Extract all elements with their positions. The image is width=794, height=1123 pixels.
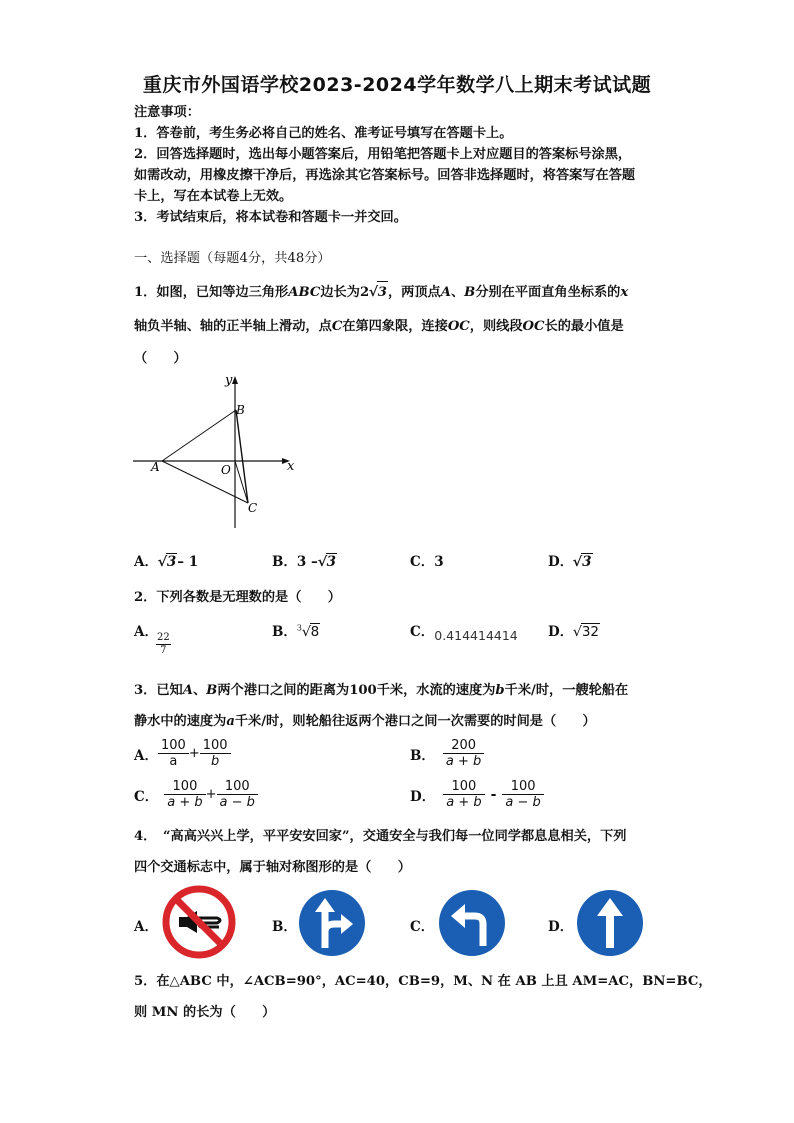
section-heading: 一、选择题（每题4分，共48分）: [134, 251, 331, 266]
q3-var: b: [495, 683, 505, 698]
fraction-numerator: 100: [202, 738, 228, 753]
q1-option-d[interactable]: D．√3: [548, 554, 592, 570]
q3-var: B: [206, 683, 218, 698]
fraction-denominator: a − b: [502, 794, 543, 810]
fraction-denominator: a − b: [217, 794, 258, 810]
q3-option-d[interactable]: [410, 779, 544, 810]
fraction-denominator: a + b: [164, 794, 205, 810]
option-value: – 1: [177, 554, 199, 570]
label-C: C: [248, 501, 258, 515]
q1-var: A: [440, 285, 451, 300]
fraction: [217, 779, 258, 810]
q3-text: 3．已知: [134, 683, 183, 698]
q2-fraction: [156, 632, 171, 657]
q1-text: 分别在平面直角坐标系的: [475, 285, 621, 300]
option-label: A．: [134, 554, 158, 570]
operator: +: [188, 746, 200, 761]
notes-item: 如需改动，用橡皮擦干净后，再选涂其它答案标号。回答非选择题时，将答案写在答题: [134, 168, 636, 183]
option-label: C．: [410, 624, 435, 640]
q1-var: x: [620, 285, 629, 300]
q4-option-d-label[interactable]: D．: [548, 919, 574, 935]
side-BC: [236, 410, 248, 503]
q1-var: OC: [447, 319, 470, 334]
q1-var: OC: [522, 319, 545, 334]
q1-text: 边长为: [320, 285, 360, 300]
operator: -: [490, 786, 497, 803]
fraction: [200, 738, 231, 769]
straight-ahead-sign-icon: [575, 888, 645, 958]
fraction-denominator: a + b: [443, 794, 484, 810]
q3-text: 、: [192, 683, 207, 698]
fraction-numerator: 100: [224, 779, 250, 794]
option-radicand: 3: [582, 554, 592, 570]
option-label: C．: [134, 788, 159, 805]
turn-left-sign-icon: [437, 888, 507, 958]
q3-line2: [134, 711, 596, 732]
label-A: A: [151, 460, 160, 474]
q1-radicand: 3: [377, 281, 388, 303]
q1-paren: （ ）: [134, 351, 187, 366]
option-value: 0.414414414: [434, 628, 518, 643]
q1-line1: 1．如图，已知等边三角形ABC边长为2√3，两顶点A、B分别在平面直角坐标系的x: [134, 281, 628, 303]
label-x: x: [287, 459, 295, 474]
notes-heading: 注意事项：: [134, 105, 200, 120]
fraction: [443, 738, 484, 769]
fraction-numerator: 100: [160, 738, 186, 753]
option-label: B．: [410, 747, 435, 764]
q1-option-a[interactable]: A．√3– 1: [134, 554, 199, 570]
option-radicand: 3: [326, 554, 337, 570]
notes-item: 卡上，写在本试卷上无效。: [134, 189, 293, 204]
fraction: [164, 779, 205, 810]
fraction-numerator: 100: [510, 779, 536, 794]
q1-text: 、: [450, 285, 465, 300]
q4-line1: 4． “高高兴兴上学，平平安安回家”，交通安全与我们每一位同学都息息相关，下列: [134, 829, 627, 844]
q1-option-b[interactable]: B．3 –√3: [272, 554, 337, 570]
q5-line2: 则 MN 的长为（ ）: [134, 1005, 276, 1020]
fraction-denominator: 7: [160, 645, 167, 656]
q2-stem: 2．下列各数是无理数的是（ ）: [134, 590, 341, 605]
fraction: [502, 779, 543, 810]
fraction: [443, 779, 484, 810]
q4-option-b-label[interactable]: B．: [272, 919, 297, 935]
q1-var: B: [464, 285, 476, 300]
option-radicand: 8: [310, 624, 320, 640]
q3-option-c[interactable]: [134, 779, 258, 810]
q1-text: 在第四象限，连接: [342, 319, 448, 334]
q1-text: 轴负半轴、轴的正半轴上滑动，点: [134, 319, 332, 334]
page-title: 重庆市外国语学校2023-2024学年数学八上期末考试试题: [142, 74, 652, 96]
q1-text: 长的最小值是: [544, 319, 624, 334]
fraction: [158, 738, 189, 769]
fraction-numerator: 100: [451, 779, 477, 794]
y-axis-arrow-icon: [232, 376, 238, 384]
q2-option-c[interactable]: [410, 620, 518, 643]
option-label: D．: [548, 624, 574, 640]
side-AB: [162, 410, 236, 461]
fraction-denominator: a: [158, 753, 189, 769]
label-y: y: [225, 373, 233, 388]
q3-num: 100: [349, 683, 377, 698]
fraction-denominator: a + b: [443, 753, 484, 769]
notes-item: 1．答卷前，考生务必将自己的姓名、准考证号填写在答题卡上。: [134, 126, 513, 141]
label-O: O: [221, 463, 231, 477]
q3-text: 千米，水流的速度为: [376, 683, 496, 698]
operator: +: [205, 787, 217, 802]
q1-option-c[interactable]: [410, 550, 444, 570]
fraction-numerator: 200: [451, 738, 477, 753]
q4-option-a-label[interactable]: A．: [134, 919, 158, 935]
q3-text: 千米/时，则轮船往返两个港口之间一次需要的时间是（ ）: [234, 714, 596, 729]
option-label: A．: [134, 747, 158, 764]
straight-or-right-sign-icon: [297, 888, 367, 958]
q5-line1: 5．在△ABC 中，∠ACB=90°，AC=40，CB=9，M、N 在 AB 上且 AM=AC，BN=BC，: [134, 974, 712, 989]
option-label: D．: [410, 788, 436, 805]
fraction-numerator: 22: [157, 632, 170, 643]
q3-text: 两个港口之间的距离为: [217, 683, 350, 698]
q1-text: ，则线段: [469, 319, 523, 334]
option-label: C．: [410, 554, 435, 570]
q4-option-c-label[interactable]: C．: [410, 919, 435, 935]
q3-line1: [134, 680, 628, 701]
q2-option-b[interactable]: B．$^3$√8: [272, 623, 320, 640]
notes-item: 2．回答选择题时，选出每小题答案后，用铅笔把答题卡上对应题目的答案标号涂黑，: [134, 147, 632, 162]
q1-var: ABC: [288, 285, 321, 300]
option-label: A．: [134, 624, 158, 640]
q1-text: 1．如图，已知等边三角形: [134, 285, 289, 300]
q4-line2: 四个交通标志中，属于轴对称图形的是（ ）: [134, 860, 411, 875]
q3-var: a: [226, 714, 235, 729]
fraction-denominator: b: [200, 753, 231, 769]
option-value: 3: [434, 554, 444, 570]
q3-var: A: [182, 683, 193, 698]
fraction-numerator: 100: [172, 779, 198, 794]
q1-figure: [125, 370, 305, 535]
root-index: 3: [296, 623, 303, 633]
q2-option-d[interactable]: D．√32: [548, 624, 600, 640]
option-value: 3 –: [296, 554, 318, 570]
q1-var: C: [331, 319, 343, 334]
label-B: B: [236, 403, 245, 417]
q3-option-a[interactable]: [134, 738, 231, 769]
option-radicand: 3: [166, 554, 177, 570]
q3-text: 千米/时，一艘轮船在: [504, 683, 629, 698]
q3-text: 静水中的速度为: [134, 714, 227, 729]
q1-num: 2: [359, 285, 370, 300]
no-horn-sign-icon: [161, 885, 237, 959]
option-radicand: 32: [581, 624, 600, 640]
q3-option-b[interactable]: [410, 738, 484, 769]
segment-OC: [235, 461, 248, 503]
q1-text: ，两顶点: [387, 285, 441, 300]
option-label: B．: [272, 554, 297, 570]
q1-line2: [134, 316, 624, 337]
option-label: D．: [548, 554, 574, 570]
notes-item: 3．考试结束后，将本试卷和答题卡一并交回。: [134, 210, 407, 225]
option-label: B．: [272, 624, 297, 640]
q2-option-a[interactable]: [134, 620, 158, 640]
